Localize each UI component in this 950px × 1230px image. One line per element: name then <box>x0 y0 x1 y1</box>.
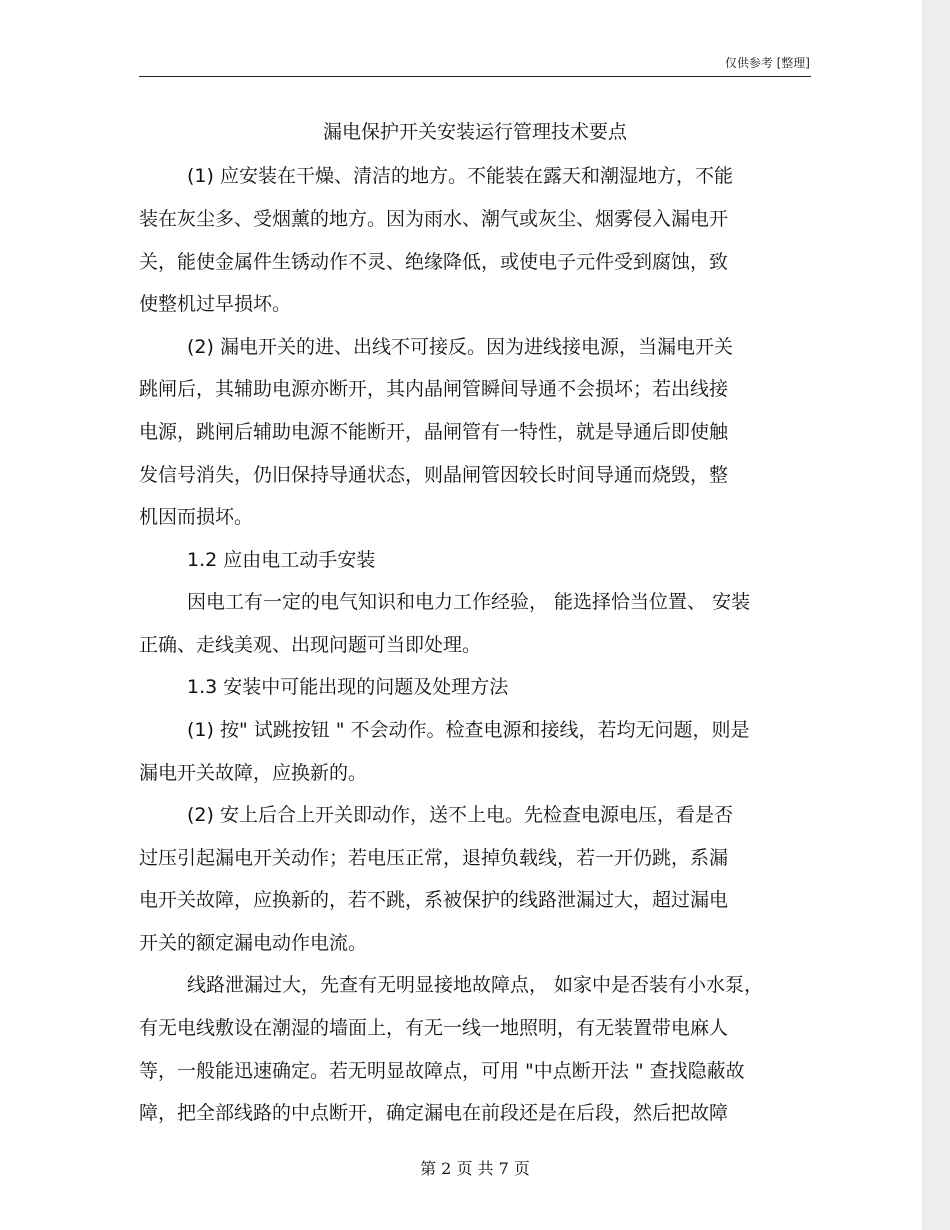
paragraph-line: 装在灰尘多、受烟薰的地方。因为雨水、潮气或灰尘、烟雾侵入漏电开 <box>139 208 729 230</box>
header-rule <box>139 76 811 77</box>
header-note: 仅供参考 [整理] <box>724 56 810 70</box>
paragraph-line: (1) 应安装在干燥、清洁的地方。不能装在露天和潮湿地方，不能 <box>187 165 733 187</box>
paragraph-line: 发信号消失，仍旧保持导通状态，则晶闸管因较长时间导通而烧毁，整 <box>139 464 729 486</box>
paragraph-line: (1) 按" 试跳按钮 " 不会动作。检查电源和接线，若均无问题，则是 <box>187 719 750 741</box>
paragraph-line: 有无电线敷设在潮湿的墙面上，有无一线一地照明，有无装置带电麻人 <box>139 1017 729 1039</box>
paragraph-line: 障，把全部线路的中点断开，确定漏电在前段还是在后段，然后把故障 <box>139 1102 729 1124</box>
section-heading: 1.3 安装中可能出现的问题及处理方法 <box>187 676 509 698</box>
document-title: 漏电保护开关安装运行管理技术要点 <box>322 121 627 143</box>
paragraph-line: 等，一般能迅速确定。若无明显故障点，可用 "中点断开法 " 查找隐蔽故 <box>139 1060 745 1082</box>
section-heading: 1.2 应由电工动手安装 <box>187 549 376 571</box>
paragraph-line: 跳闸后，其辅助电源亦断开，其内晶闸管瞬间导通不会损坏；若出线接 <box>139 378 729 400</box>
paragraph-line: (2) 漏电开关的进、出线不可接反。因为进线接电源，当漏电开关 <box>187 336 733 358</box>
paragraph-line: 关，能使金属件生锈动作不灵、绝缘降低，或使电子元件受到腐蚀，致 <box>139 251 729 273</box>
paragraph-line: (2) 安上后合上开关即动作，送不上电。先检查电源电压，看是否 <box>187 804 733 826</box>
paragraph-line: 开关的额定漏电动作电流。 <box>139 932 368 954</box>
paragraph-line: 电开关故障，应换新的，若不跳，系被保护的线路泄漏过大，超过漏电 <box>139 889 729 911</box>
paragraph-line: 过压引起漏电开关动作；若电压正常，退掉负载线，若一开仍跳，系漏 <box>139 847 729 869</box>
paragraph-line: 机因而损坏。 <box>139 506 254 528</box>
paragraph-line: 使整机过早损坏。 <box>139 293 292 315</box>
paragraph-line: 线路泄漏过大，先查有无明显接地故障点， 如家中是否装有小水泵， <box>187 974 764 996</box>
paragraph-line: 电源，跳闸后辅助电源不能断开，晶闸管有一特性，就是导通后即使触 <box>139 421 729 443</box>
paragraph-line: 漏电开关故障，应换新的。 <box>139 762 368 784</box>
page-number-footer: 第 2 页 共 7 页 <box>420 1159 530 1178</box>
paragraph-line: 正确、走线美观、出现问题可当即处理。 <box>139 634 482 656</box>
paragraph-line: 因电工有一定的电气知识和电力工作经验， 能选择恰当位置、 安装 <box>187 591 751 613</box>
